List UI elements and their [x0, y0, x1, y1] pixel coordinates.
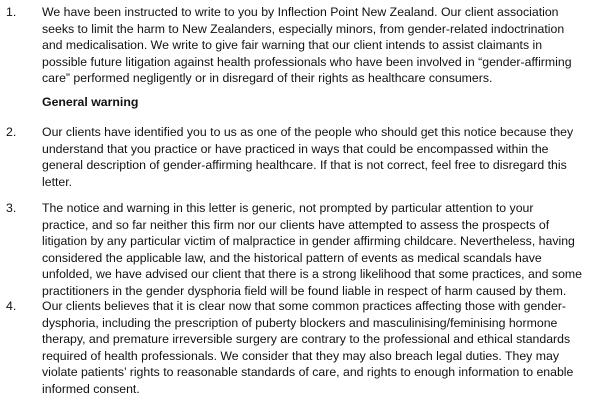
- paragraph-text: [42, 200, 588, 300]
- text-line: We have been instructed to write to you by Inflection Point New Zealand. Our client association: [42, 5, 559, 19]
- paragraph-text: [42, 124, 588, 190]
- text-line: unfolded, we have advised our client that there is a strong likelihood that some practices, and some: [42, 267, 583, 282]
- text-line: general description of gender-affirming healthcare. If that is not correct, feel free to disregard this: [42, 158, 567, 173]
- text-line: and medicalisation. We write to give fair warning that our client intends to assist claimants in: [42, 38, 543, 53]
- text-line: dysphoria, including the prescription of puberty blockers and masculinising/feminising hormone: [42, 315, 558, 330]
- text-line: considered the applicable law, and the historical pattern of events as medical scandals have: [42, 250, 542, 265]
- paragraph-1: [0, 4, 600, 88]
- paragraph-number: 1.: [6, 5, 17, 19]
- paragraph-2: [0, 124, 600, 192]
- paragraph-4: [0, 298, 600, 398]
- paragraph-number: 3.: [6, 201, 17, 215]
- text-line: practitioners in the gender dysphoria field will be found liable in respect of harm caused by them.: [42, 283, 567, 298]
- text-line: informed consent.: [42, 381, 140, 396]
- text-line: Our clients have identified you to us as one of the people who should get this notice because they: [42, 125, 574, 139]
- text-line: therapy, and premature irreversible surgery are contrary to the professional and ethical standards: [42, 332, 571, 347]
- paragraph-text: [42, 298, 588, 398]
- text-line: violate patients’ rights to reasonable standards of care, and rights to enough information to enable: [42, 365, 574, 380]
- text-line: seeks to limit the harm to New Zealanders, especially minors, from gender-related indoctrination: [42, 21, 565, 36]
- text-line: The notice and warning in this letter is generic, not prompted by particular attention to your: [42, 201, 534, 215]
- paragraph-text: [42, 4, 588, 87]
- section-heading: General warning: [42, 95, 139, 109]
- text-line: Our clients believes that it is clear now that some common practices affecting those with gender-: [42, 299, 567, 313]
- text-line: letter.: [42, 174, 73, 189]
- paragraph-number: 4.: [6, 299, 17, 313]
- text-line: required of health professionals. We consider that they may also breach legal duties. They may: [42, 348, 559, 363]
- text-line: understand that you practice or have practiced in ways that could be encompassed within the: [42, 141, 549, 156]
- text-line: possible future litigation against health professionals who have been involved in “gender-affirming: [42, 54, 572, 69]
- paragraph-number: 2.: [6, 125, 17, 139]
- text-line: practice, and so far neither this firm nor our clients have attempted to assess the prospects of: [42, 217, 550, 232]
- text-line: care” performed negligently or in disregard of their rights as healthcare consumers.: [42, 71, 493, 86]
- text-line: litigation by any particular victim of malpractice in gender affirming childcare. Nevertheless, having: [42, 234, 575, 249]
- paragraph-3: [0, 200, 600, 300]
